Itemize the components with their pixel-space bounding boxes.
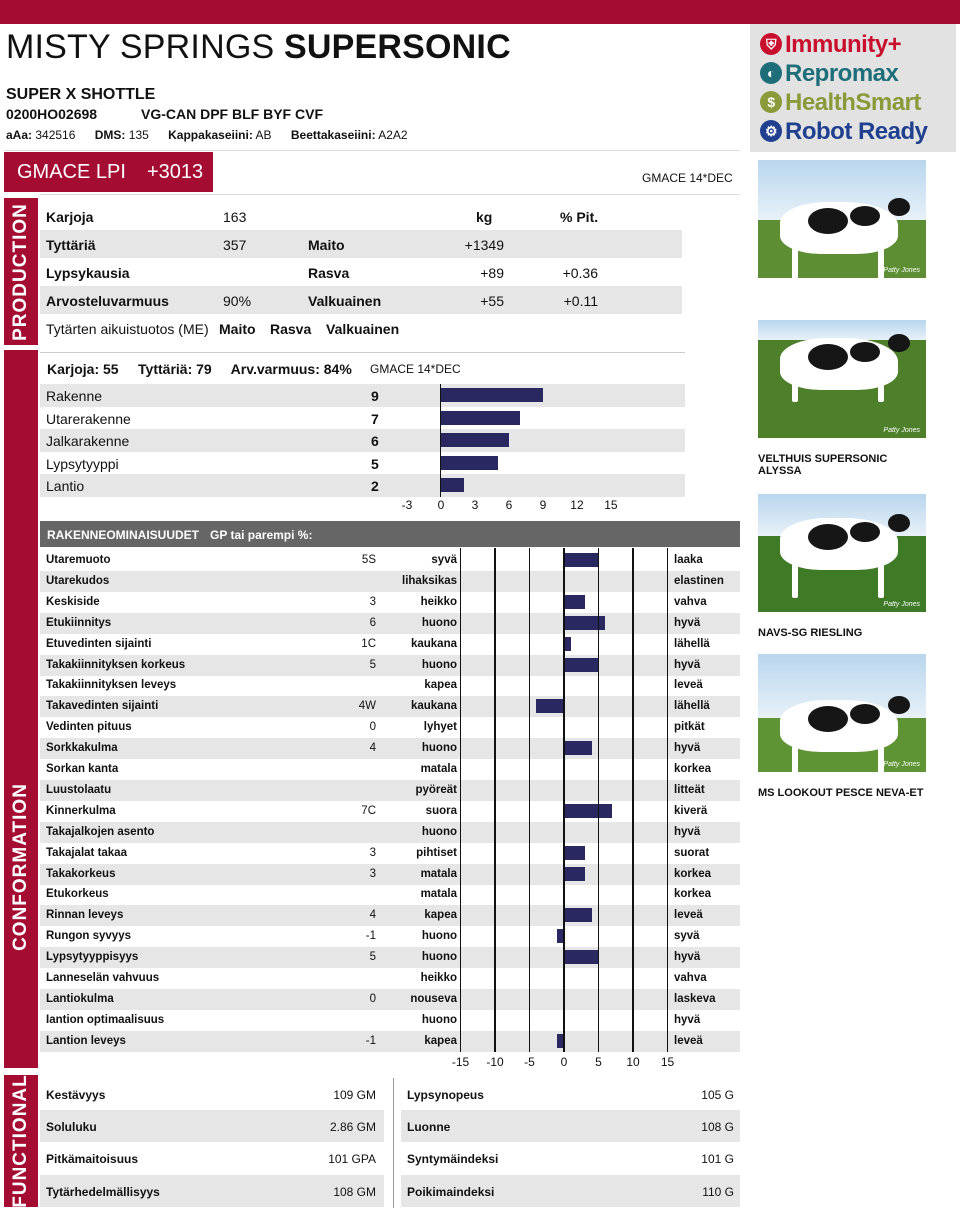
- high-descriptor: hyvä: [674, 825, 701, 838]
- logo-repro: [760, 60, 898, 88]
- functional-trait: Luonne: [407, 1120, 451, 1135]
- lpi-value: +3013: [147, 161, 204, 183]
- type-summary-row: [40, 407, 685, 430]
- high-descriptor: lähellä: [674, 637, 710, 650]
- pct-column-header: % Pit.: [560, 209, 599, 225]
- production-label: Tyttäriä: [46, 237, 96, 253]
- low-descriptor: kapea: [424, 1034, 457, 1047]
- low-descriptor: matala: [420, 888, 457, 901]
- cow-head: [888, 514, 910, 532]
- low-descriptor: matala: [420, 763, 457, 775]
- photographer-signature: Patty Jones: [883, 761, 920, 768]
- conformation-row: [40, 655, 740, 676]
- cow-leg: [792, 368, 798, 402]
- conformation-row: [40, 801, 740, 822]
- production-kg: +55: [480, 293, 504, 309]
- cow-spot: [850, 342, 880, 362]
- cow-spot: [850, 522, 880, 542]
- grid-line: [460, 548, 462, 1052]
- repro-icon: ◐: [760, 62, 782, 84]
- low-descriptor: huono: [421, 930, 457, 943]
- photo-caption: MS LOOKOUT PESCE NEVA-ET: [758, 787, 924, 799]
- trait-name: Lantion leveys: [46, 1034, 126, 1047]
- low-descriptor: heikko: [420, 595, 457, 608]
- trait-value: 3: [369, 595, 376, 608]
- conformation-bar: [564, 950, 599, 964]
- low-descriptor: kapea: [424, 679, 457, 692]
- conformation-bar: [564, 595, 585, 609]
- reg-number: 0200HO02698: [6, 106, 98, 122]
- production-row: [40, 202, 682, 230]
- type-trait-label: Rakenne: [46, 388, 103, 404]
- cow-spot: [808, 706, 848, 732]
- low-descriptor: huono: [421, 742, 457, 755]
- trait-value: 3: [369, 846, 376, 859]
- type-axis-tick: 15: [604, 498, 618, 512]
- production-label: Lypsykausia: [46, 265, 130, 281]
- type-trait-value: 5: [371, 455, 379, 472]
- conformation-bar: [564, 846, 585, 860]
- low-descriptor: heikko: [420, 972, 457, 984]
- trait-name: Vedinten pituus: [46, 721, 132, 734]
- type-trait-label: Lypsytyyppi: [46, 455, 119, 472]
- conformation-row: [40, 947, 740, 968]
- conformation-header: RAKENNEOMINAISUUDET GP tai parempi %:: [40, 521, 740, 547]
- high-descriptor: vahva: [674, 595, 707, 608]
- dollar-icon: $: [760, 91, 782, 113]
- logo-shield: [760, 31, 901, 59]
- production-trait: Maito: [308, 237, 345, 253]
- trait-name: Takakiinnityksen korkeus: [46, 658, 186, 671]
- logo-text: Repromax: [785, 60, 899, 87]
- functional-row-left: [40, 1175, 384, 1207]
- type-trait-label: Utarerakenne: [46, 410, 131, 427]
- high-descriptor: vahva: [674, 972, 707, 984]
- cow-photo: [758, 494, 926, 612]
- production-side-label: PRODUCTION: [4, 198, 38, 345]
- production-label: Karjoja: [46, 209, 94, 225]
- conformation-bar: [564, 553, 599, 567]
- functional-value: 105 G: [701, 1088, 734, 1102]
- functional-side-label: FUNCTIONAL: [4, 1075, 38, 1207]
- trait-value: 0: [369, 721, 376, 734]
- registration-row: [6, 106, 323, 122]
- conformation-row: [40, 843, 740, 864]
- functional-trait: Tytärhedelmällisyys: [46, 1184, 160, 1199]
- type-trait-value: 6: [371, 433, 379, 449]
- cow-leg: [878, 368, 884, 402]
- type-trait-label: Lantio: [46, 478, 85, 494]
- trait-name: Keskiside: [46, 595, 100, 608]
- conformation-row: [40, 550, 740, 571]
- conformation-row: [40, 738, 740, 759]
- production-value: 90%: [223, 293, 252, 309]
- conformation-row: [40, 905, 740, 926]
- production-value: 163: [223, 209, 247, 225]
- me-label: Tytärten aikuistuotos (ME): [46, 321, 209, 337]
- divider: [4, 150, 740, 151]
- cow-spot: [850, 206, 880, 226]
- functional-row-right: [401, 1142, 740, 1174]
- conformation-row: [40, 926, 740, 947]
- cow-head: [888, 334, 910, 352]
- high-descriptor: syvä: [674, 930, 700, 943]
- high-descriptor: leveä: [674, 679, 703, 692]
- type-bar: [441, 411, 520, 425]
- trait-name: Lanneselän vahvuus: [46, 972, 160, 984]
- conformation-bar: [564, 658, 599, 672]
- cow-photo: [758, 654, 926, 772]
- cow-spot: [808, 208, 848, 234]
- trait-name: Etukorkeus: [46, 888, 109, 901]
- conformation-side-bar: CONFORMATION: [4, 350, 38, 1068]
- conformation-axis-tick: 0: [560, 1055, 568, 1069]
- classification-codes: VG-CAN DPF BLF BYF CVF: [141, 106, 323, 122]
- type-axis-tick: 0: [437, 498, 445, 512]
- low-descriptor: nouseva: [410, 992, 457, 1005]
- trait-value: 7C: [361, 804, 376, 817]
- functional-trait: Poikimaindeksi: [407, 1184, 495, 1199]
- functional-trait: Pitkämaitoisuus: [46, 1152, 139, 1167]
- cow-leg: [792, 248, 798, 278]
- low-descriptor: lihaksikas: [402, 574, 457, 587]
- low-descriptor: pyöreät: [415, 783, 457, 796]
- trait-name: Utarekudos: [46, 574, 110, 587]
- trait-name: Etukiinnitys: [46, 616, 112, 629]
- production-trait: Rasva: [308, 265, 350, 281]
- type-axis-tick: 12: [570, 498, 584, 512]
- high-descriptor: lähellä: [674, 700, 710, 713]
- grid-line: [563, 548, 565, 1052]
- functional-row-right: [401, 1078, 740, 1110]
- sire-line: SUPER X SHOTTLE: [6, 86, 156, 103]
- trait-value: -1: [365, 930, 376, 943]
- info-line: aAa: 342516 DMS: 135 Kappakaseiini: AB Beettakaseiini: A2A2: [6, 128, 408, 142]
- conformation-axis-tick: -5: [524, 1055, 535, 1069]
- low-descriptor: syvä: [431, 554, 457, 566]
- conformation-axis-tick: -15: [451, 1055, 470, 1069]
- trait-name: Lypsytyyppisyys: [46, 951, 139, 964]
- trait-value: 3: [369, 867, 376, 880]
- type-summary-row: [40, 384, 685, 407]
- cow-leg: [878, 746, 884, 772]
- production-value: 357: [223, 237, 247, 253]
- low-descriptor: pihtiset: [416, 846, 457, 859]
- low-descriptor: matala: [420, 867, 457, 880]
- cow-head: [888, 696, 910, 714]
- cow-photo: [758, 160, 926, 278]
- conformation-row: [40, 634, 740, 655]
- high-descriptor: litteät: [674, 783, 705, 796]
- high-descriptor: pitkät: [674, 721, 705, 734]
- high-descriptor: hyvä: [674, 742, 701, 755]
- high-descriptor: hyvä: [674, 616, 701, 629]
- functional-row-left: [40, 1110, 384, 1142]
- conformation-row: [40, 696, 740, 717]
- functional-trait: Soluluku: [46, 1120, 97, 1135]
- production-trait: Valkuainen: [308, 293, 382, 309]
- functional-row-left: [40, 1078, 384, 1110]
- conformation-row: [40, 864, 740, 885]
- conformation-row: [40, 717, 740, 738]
- trait-name: Rinnan leveys: [46, 909, 124, 922]
- low-descriptor: huono: [421, 616, 457, 629]
- logo-text: Immunity+: [785, 31, 902, 58]
- conformation-row: [40, 675, 740, 696]
- high-descriptor: elastinen: [674, 574, 724, 587]
- production-row: [40, 286, 682, 314]
- high-descriptor: hyvä: [674, 658, 701, 671]
- kg-column-header: kg: [476, 209, 493, 225]
- trait-value: 0: [369, 992, 376, 1005]
- production-row: [40, 230, 682, 258]
- cow-spot: [808, 344, 848, 370]
- trait-value: 4: [369, 742, 376, 755]
- functional-value: 108 G: [701, 1120, 734, 1135]
- high-descriptor: leveä: [674, 909, 703, 922]
- type-summary-row: [40, 429, 685, 452]
- functional-trait: Kestävyys: [46, 1088, 106, 1102]
- high-descriptor: laskeva: [674, 992, 716, 1005]
- conformation-bar: [564, 637, 571, 651]
- high-descriptor: laaka: [674, 554, 703, 566]
- high-descriptor: korkea: [674, 888, 712, 901]
- conformation-axis-tick: 15: [660, 1055, 675, 1069]
- me-row: [40, 314, 682, 342]
- high-descriptor: hyvä: [674, 1013, 701, 1026]
- high-descriptor: suorat: [674, 846, 710, 859]
- cow-spot: [850, 704, 880, 724]
- cow-head: [888, 198, 910, 216]
- conformation-row: [40, 613, 740, 634]
- trait-name: Takakorkeus: [46, 867, 116, 880]
- trait-name: Kinnerkulma: [46, 804, 116, 817]
- divider: [40, 194, 740, 195]
- type-trait-label: Jalkarakenne: [46, 433, 130, 449]
- high-descriptor: hyvä: [674, 951, 701, 964]
- grid-line: [632, 548, 634, 1052]
- photo-caption: VELTHUIS SUPERSONIC ALYSSA: [758, 453, 888, 477]
- trait-value: 5: [369, 951, 376, 964]
- functional-row-right: [401, 1110, 740, 1142]
- low-descriptor: huono: [421, 951, 457, 964]
- type-bar: [441, 388, 543, 402]
- conformation-row: [40, 989, 740, 1010]
- low-descriptor: kapea: [424, 909, 457, 922]
- functional-value: 108 GM: [333, 1184, 376, 1199]
- trait-name: Lantiokulma: [46, 992, 114, 1005]
- photographer-signature: Patty Jones: [883, 427, 920, 434]
- type-summary-header: Karjoja: 55 Tyttäriä: 79 Arv.varmuus: 84%: [47, 361, 352, 377]
- functional-row-right: [401, 1175, 740, 1207]
- production-row: [40, 258, 682, 286]
- type-trait-value: 7: [371, 410, 379, 427]
- conformation-axis-tick: -10: [486, 1055, 504, 1069]
- conformation-bar: [564, 741, 592, 755]
- trait-value: 5S: [361, 554, 376, 566]
- functional-trait: Syntymäindeksi: [407, 1152, 499, 1167]
- trait-name: Rungon syvyys: [46, 930, 131, 943]
- trait-name: Utaremuoto: [46, 554, 111, 566]
- functional-row-left: [40, 1142, 384, 1174]
- conformation-row: [40, 1010, 740, 1031]
- divider: [40, 352, 685, 353]
- lpi-box: [4, 152, 213, 192]
- type-summary-source: GMACE 14*DEC: [370, 362, 461, 376]
- conformation-bar: [564, 908, 592, 922]
- zero-axis-line: [440, 384, 441, 497]
- trait-value: 1C: [361, 637, 376, 650]
- functional-value: 101 GPA: [328, 1152, 376, 1167]
- trait-name: Sorkkakulma: [46, 742, 118, 755]
- production-pct: +0.36: [562, 265, 598, 281]
- type-axis-tick: 6: [505, 498, 513, 512]
- conformation-row: [40, 968, 740, 989]
- conformation-row: [40, 759, 740, 780]
- photographer-signature: Patty Jones: [883, 267, 920, 274]
- conformation-row: [40, 592, 740, 613]
- type-trait-value: 9: [371, 388, 379, 404]
- cow-photo: [758, 320, 926, 438]
- functional-value: 110 G: [702, 1184, 734, 1199]
- conformation-axis-tick: 5: [595, 1055, 602, 1069]
- type-bar: [441, 478, 464, 492]
- trait-name: Etuvedinten sijainti: [46, 637, 152, 650]
- robot-icon: ⚙: [760, 120, 782, 142]
- functional-divider: [393, 1078, 394, 1208]
- trait-name: Iantion optimaalisuus: [46, 1013, 165, 1026]
- grid-line: [494, 548, 496, 1052]
- cow-leg: [792, 564, 798, 598]
- type-axis-tick: 9: [539, 498, 547, 512]
- low-descriptor: huono: [421, 825, 457, 838]
- bull-name: MISTY SPRINGS SUPERSONIC: [6, 28, 511, 66]
- trait-value: 5: [369, 658, 376, 671]
- trait-name: Takajalkojen asento: [46, 825, 155, 838]
- lpi-label: GMACE LPI: [17, 161, 126, 183]
- logo-dollar: [760, 89, 921, 117]
- trait-name: Takajalat takaa: [46, 846, 127, 859]
- functional-value: 109 GM: [333, 1088, 376, 1102]
- me-column: Rasva: [270, 321, 312, 337]
- shield-icon: ⛨: [760, 33, 782, 55]
- low-descriptor: lyhyet: [423, 721, 457, 734]
- conformation-row: [40, 780, 740, 801]
- type-axis-tick: 3: [471, 498, 479, 512]
- trait-name: Sorkan kanta: [46, 763, 119, 775]
- conformation-row: [40, 571, 740, 592]
- conformation-bar: [564, 867, 585, 881]
- type-bar: [441, 456, 498, 470]
- low-descriptor: kaukana: [410, 700, 457, 713]
- type-axis-tick: -3: [401, 498, 413, 512]
- conformation-axis-tick: 10: [626, 1055, 640, 1069]
- low-descriptor: suora: [425, 804, 457, 817]
- me-column: Maito: [219, 321, 256, 337]
- photographer-signature: Patty Jones: [883, 601, 920, 608]
- trait-value: 6: [369, 616, 376, 629]
- conformation-bar: [564, 804, 612, 818]
- cow-leg: [792, 746, 798, 772]
- lpi-source: GMACE 14*DEC: [642, 171, 733, 185]
- trait-value: -1: [365, 1034, 376, 1047]
- logo-text: Robot Ready: [785, 118, 928, 145]
- low-descriptor: kaukana: [410, 637, 457, 650]
- trait-value: 4: [369, 909, 376, 922]
- trait-name: Takakiinnityksen leveys: [46, 679, 177, 692]
- conformation-row: [40, 884, 740, 905]
- production-kg: +89: [480, 265, 504, 281]
- conformation-bar: [536, 699, 564, 713]
- cow-spot: [808, 524, 848, 550]
- me-column: Valkuainen: [326, 321, 400, 337]
- conformation-row: [40, 1031, 740, 1052]
- low-descriptor: huono: [421, 1013, 457, 1026]
- grid-line: [667, 548, 669, 1052]
- type-bar: [441, 433, 509, 447]
- high-descriptor: leveä: [674, 1034, 703, 1047]
- conformation-row: [40, 822, 740, 843]
- grid-line: [529, 548, 531, 1052]
- high-descriptor: korkea: [674, 763, 712, 775]
- type-trait-value: 2: [371, 478, 379, 494]
- high-descriptor: korkea: [674, 867, 712, 880]
- low-descriptor: huono: [421, 658, 457, 671]
- trait-value: 4W: [358, 700, 376, 713]
- type-summary-row: [40, 474, 685, 497]
- trait-name: Luustolaatu: [46, 783, 112, 796]
- logo-robot: [760, 118, 928, 146]
- high-descriptor: kiverä: [674, 804, 708, 817]
- top-bar: [0, 0, 960, 24]
- functional-value: 2.86 GM: [329, 1120, 376, 1135]
- conformation-bar: [564, 616, 605, 630]
- trait-name: Takavedinten sijainti: [46, 700, 159, 713]
- production-pct: +0.11: [563, 293, 598, 309]
- functional-trait: Lypsynopeus: [407, 1088, 484, 1102]
- production-kg: +1349: [464, 237, 504, 253]
- photo-caption: NAVS-SG RIESLING: [758, 627, 863, 639]
- production-label: Arvosteluvarmuus: [46, 293, 169, 309]
- logo-text: HealthSmart: [785, 89, 921, 116]
- functional-value: 101 G: [701, 1152, 734, 1167]
- grid-line: [598, 548, 600, 1052]
- cow-leg: [878, 564, 884, 598]
- type-summary-row: [40, 452, 685, 475]
